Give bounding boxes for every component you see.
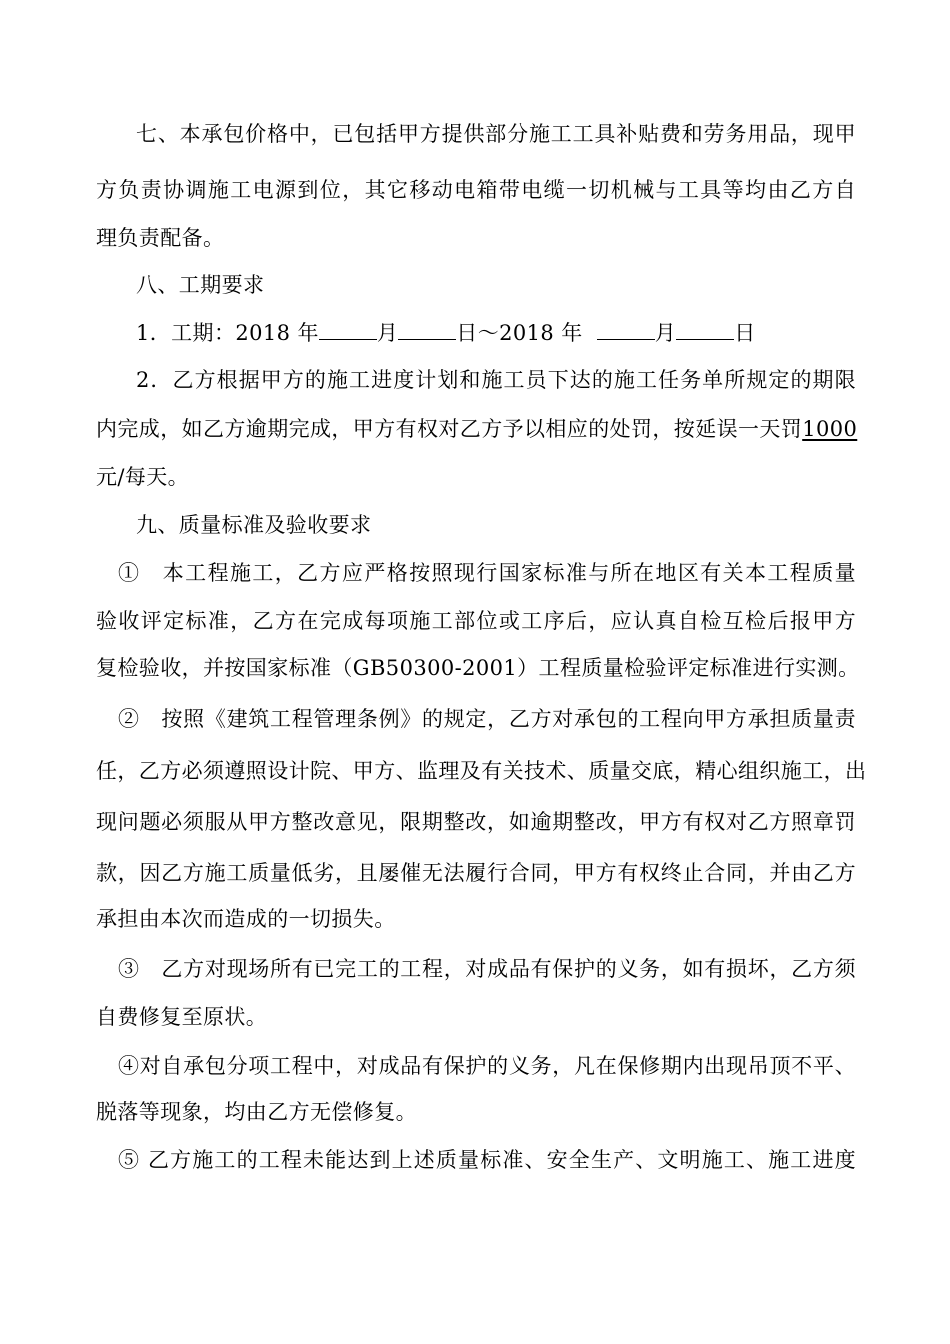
section9-p2-line1: ② 按照《建筑工程管理条例》的规定，乙方对承包的工程向甲方承担质量责: [118, 707, 856, 731]
section9-p1-line3: 复检验收，并按国家标准（GB50300-2001）工程质量检验评定标准进行实测。: [96, 656, 860, 680]
end-day-blank: [676, 317, 734, 340]
section9-p4-line2: 脱落等现象，均由乙方无偿修复。: [96, 1100, 417, 1124]
start-month-blank: [319, 317, 377, 340]
schedule-prefix: 1．工期：2018 年: [136, 321, 319, 345]
section7-line1: 七、本承包价格中，已包括甲方提供部分施工工具补贴费和劳务用品，现甲: [136, 122, 856, 146]
section9-p2-line2: 任，乙方必须遵照设计院、甲方、监理及有关技术、质量交底，精心组织施工，出: [96, 759, 867, 783]
section9-p5-line1: ⑤ 乙方施工的工程未能达到上述质量标准、安全生产、文明施工、施工进度: [118, 1148, 856, 1172]
section8-item2-line2: [96, 414, 856, 444]
section9-p2-line3: 现问题必须服从甲方整改意见，限期整改，如逾期整改，甲方有权对乙方照章罚: [96, 810, 856, 834]
penalty-text: 内完成，如乙方逾期完成，甲方有权对乙方予以相应的处罚，按延误一天罚: [96, 417, 803, 441]
schedule-day2: 日: [734, 321, 756, 345]
schedule-month1: 月: [376, 321, 399, 345]
start-day-blank: [398, 317, 456, 340]
schedule-day1: 日～2018 年: [456, 321, 583, 345]
section8-heading: 八、工期要求: [136, 273, 265, 297]
section7-line2: 方负责协调施工电源到位，其它移动电箱带电缆一切机械与工具等均由乙方自: [96, 178, 856, 202]
section9-p3-line2: 自费修复至原状。: [96, 1005, 268, 1029]
section8-item2-line3: 元/每天。: [96, 465, 190, 489]
schedule-month2: 月: [654, 321, 677, 345]
section9-p1-line2: 验收评定标准，乙方在完成每项施工部位或工序后，应认真自检互检后报甲方: [96, 609, 856, 633]
penalty-amount: 1000: [802, 417, 858, 441]
end-month-blank: [597, 317, 655, 340]
section9-p3-line1: ③ 乙方对现场所有已完工的工程，对成品有保护的义务，如有损坏，乙方须: [118, 957, 856, 981]
section8-item2-line1: 2．乙方根据甲方的施工进度计划和施工员下达的施工任务单所规定的期限: [136, 368, 856, 392]
section7-line3: 理负责配备。: [96, 226, 225, 250]
section9-heading: 九、质量标准及验收要求: [136, 513, 372, 537]
schedule-line: [136, 317, 856, 347]
section9-p2-line5: 承担由本次而造成的一切损失。: [96, 907, 396, 931]
section9-p4-line1: ④对自承包分项工程中，对成品有保护的义务，凡在保修期内出现吊顶不平、: [118, 1054, 856, 1078]
section9-p2-line4: 款，因乙方施工质量低劣，且屡催无法履行合同，甲方有权终止合同，并由乙方: [96, 861, 856, 885]
section9-p1-line1: ① 本工程施工，乙方应严格按照现行国家标准与所在地区有关本工程质量: [118, 561, 856, 585]
